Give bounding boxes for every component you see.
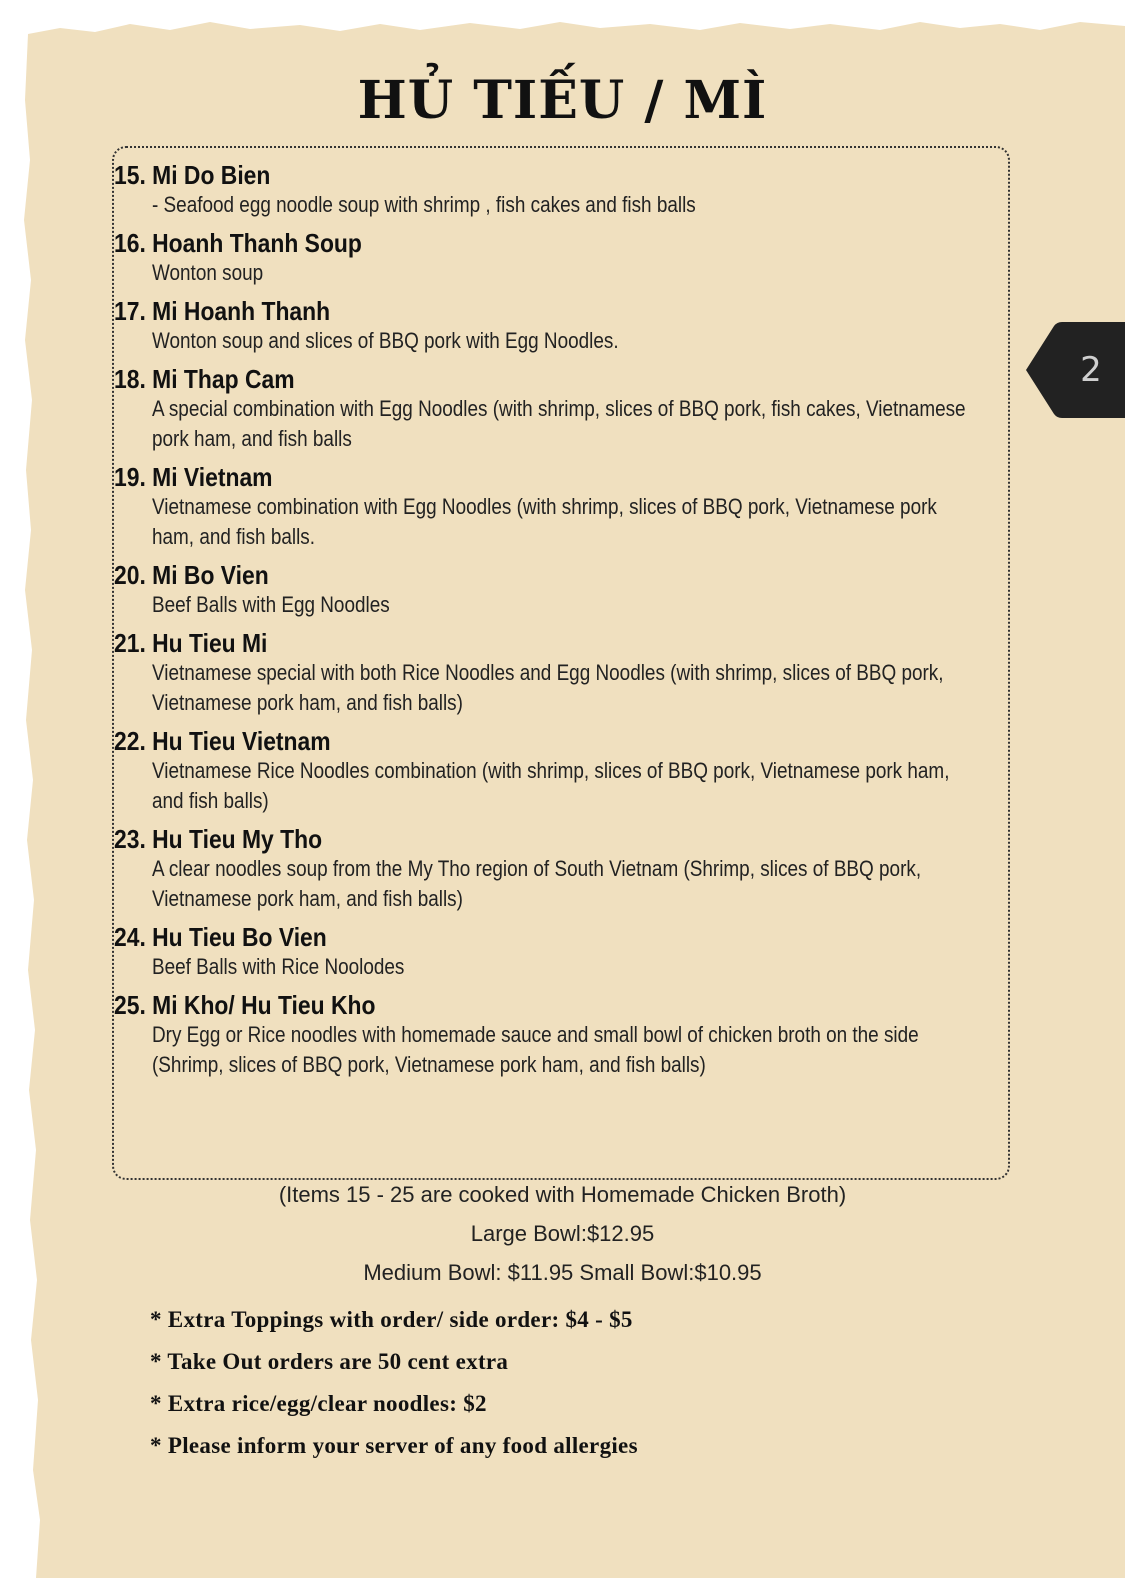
menu-item xyxy=(114,628,994,718)
menu-item xyxy=(114,990,994,1080)
note-take-out: * Take Out orders are 50 cent extra xyxy=(150,1349,509,1374)
note-allergies: * Please inform your server of any food allergies xyxy=(150,1433,638,1458)
small-bowl-label: Small Bowl: xyxy=(573,1260,695,1285)
menu-item-name: 23. Hu Tieu My Tho xyxy=(114,824,323,854)
menu-item xyxy=(114,228,994,288)
large-bowl-price: $12.95 xyxy=(586,1221,655,1246)
menu-item xyxy=(114,922,994,982)
menu-item-description: Vietnamese special with both Rice Noodles and Egg Noodles (with shrimp, slices of BBQ pork, Vietnamese pork ham, and fish balls) xyxy=(152,660,944,715)
menu-item-description: - Seafood egg noodle soup with shrimp , fish cakes and fish balls xyxy=(152,192,696,217)
menu-item-name: 16. Hoanh Thanh Soup xyxy=(114,228,362,258)
menu-item-name: 17. Mi Hoanh Thanh xyxy=(114,296,331,326)
menu-item-name: 22. Hu Tieu Vietnam xyxy=(114,726,331,756)
medium-bowl-label: Medium Bowl: xyxy=(363,1260,508,1285)
medium-small-bowl-price-line xyxy=(0,1260,1125,1286)
menu-item-name: 20. Mi Bo Vien xyxy=(114,560,269,590)
menu-item xyxy=(114,364,994,454)
menu-item-name: 18. Mi Thap Cam xyxy=(114,364,295,394)
large-bowl-price-line xyxy=(0,1221,1125,1247)
menu-item xyxy=(114,824,994,914)
small-bowl-price: $10.95 xyxy=(694,1260,762,1285)
menu-item-name: 15. Mi Do Bien xyxy=(114,160,271,190)
menu-item-description: Vietnamese combination with Egg Noodles (with shrimp, slices of BBQ pork, Vietnamese pork ham, and fish balls. xyxy=(152,494,937,549)
menu-item-name: 24. Hu Tieu Bo Vien xyxy=(114,922,327,952)
medium-bowl-price: $11.95 xyxy=(507,1260,574,1285)
menu-item-description: Wonton soup and slices of BBQ pork with Egg Noodles. xyxy=(152,328,619,353)
large-bowl-label: Large Bowl: xyxy=(470,1221,587,1246)
menu-item-description: A special combination with Egg Noodles (with shrimp, slices of BBQ pork, fish cakes, Vietnamese pork ham, and fish balls xyxy=(152,396,966,451)
note-extra-rice: * Extra rice/egg/clear noodles: $2 xyxy=(150,1391,487,1416)
menu-item xyxy=(114,296,994,356)
menu-item xyxy=(114,462,994,552)
menu-item-description: Beef Balls with Egg Noodles xyxy=(152,592,390,617)
menu-item-list xyxy=(114,160,994,1088)
menu-item xyxy=(114,560,994,620)
menu-item-name: 25. Mi Kho/ Hu Tieu Kho xyxy=(114,990,376,1020)
page-title: HỦ TIẾU / MÌ xyxy=(357,70,768,131)
menu-item xyxy=(114,160,994,220)
menu-item-description: A clear noodles soup from the My Tho region of South Vietnam (Shrimp, slices of BBQ pork, Vietnamese pork ham, and fish balls) xyxy=(152,856,922,911)
menu-item-description: Beef Balls with Rice Noolodes xyxy=(152,954,405,979)
menu-item-description: Wonton soup xyxy=(152,260,264,285)
menu-item xyxy=(114,726,994,816)
menu-item-name: 19. Mi Vietnam xyxy=(114,462,273,492)
note-extra-toppings: * Extra Toppings with order/ side order: $4 - $5 xyxy=(150,1307,633,1332)
broth-note: (Items 15 - 25 are cooked with Homemade Chicken Broth) xyxy=(278,1182,847,1207)
page-number: 2 xyxy=(1080,350,1102,390)
menu-item-description: Vietnamese Rice Noodles combination (with shrimp, slices of BBQ pork, Vietnamese pork ham, and fish balls) xyxy=(152,758,950,813)
menu-item-description: Dry Egg or Rice noodles with homemade sauce and small bowl of chicken broth on the side (Shrimp, slices of BBQ pork, Vietnamese pork ham, and fish balls) xyxy=(152,1022,919,1077)
menu-item-name: 21. Hu Tieu Mi xyxy=(114,628,268,658)
